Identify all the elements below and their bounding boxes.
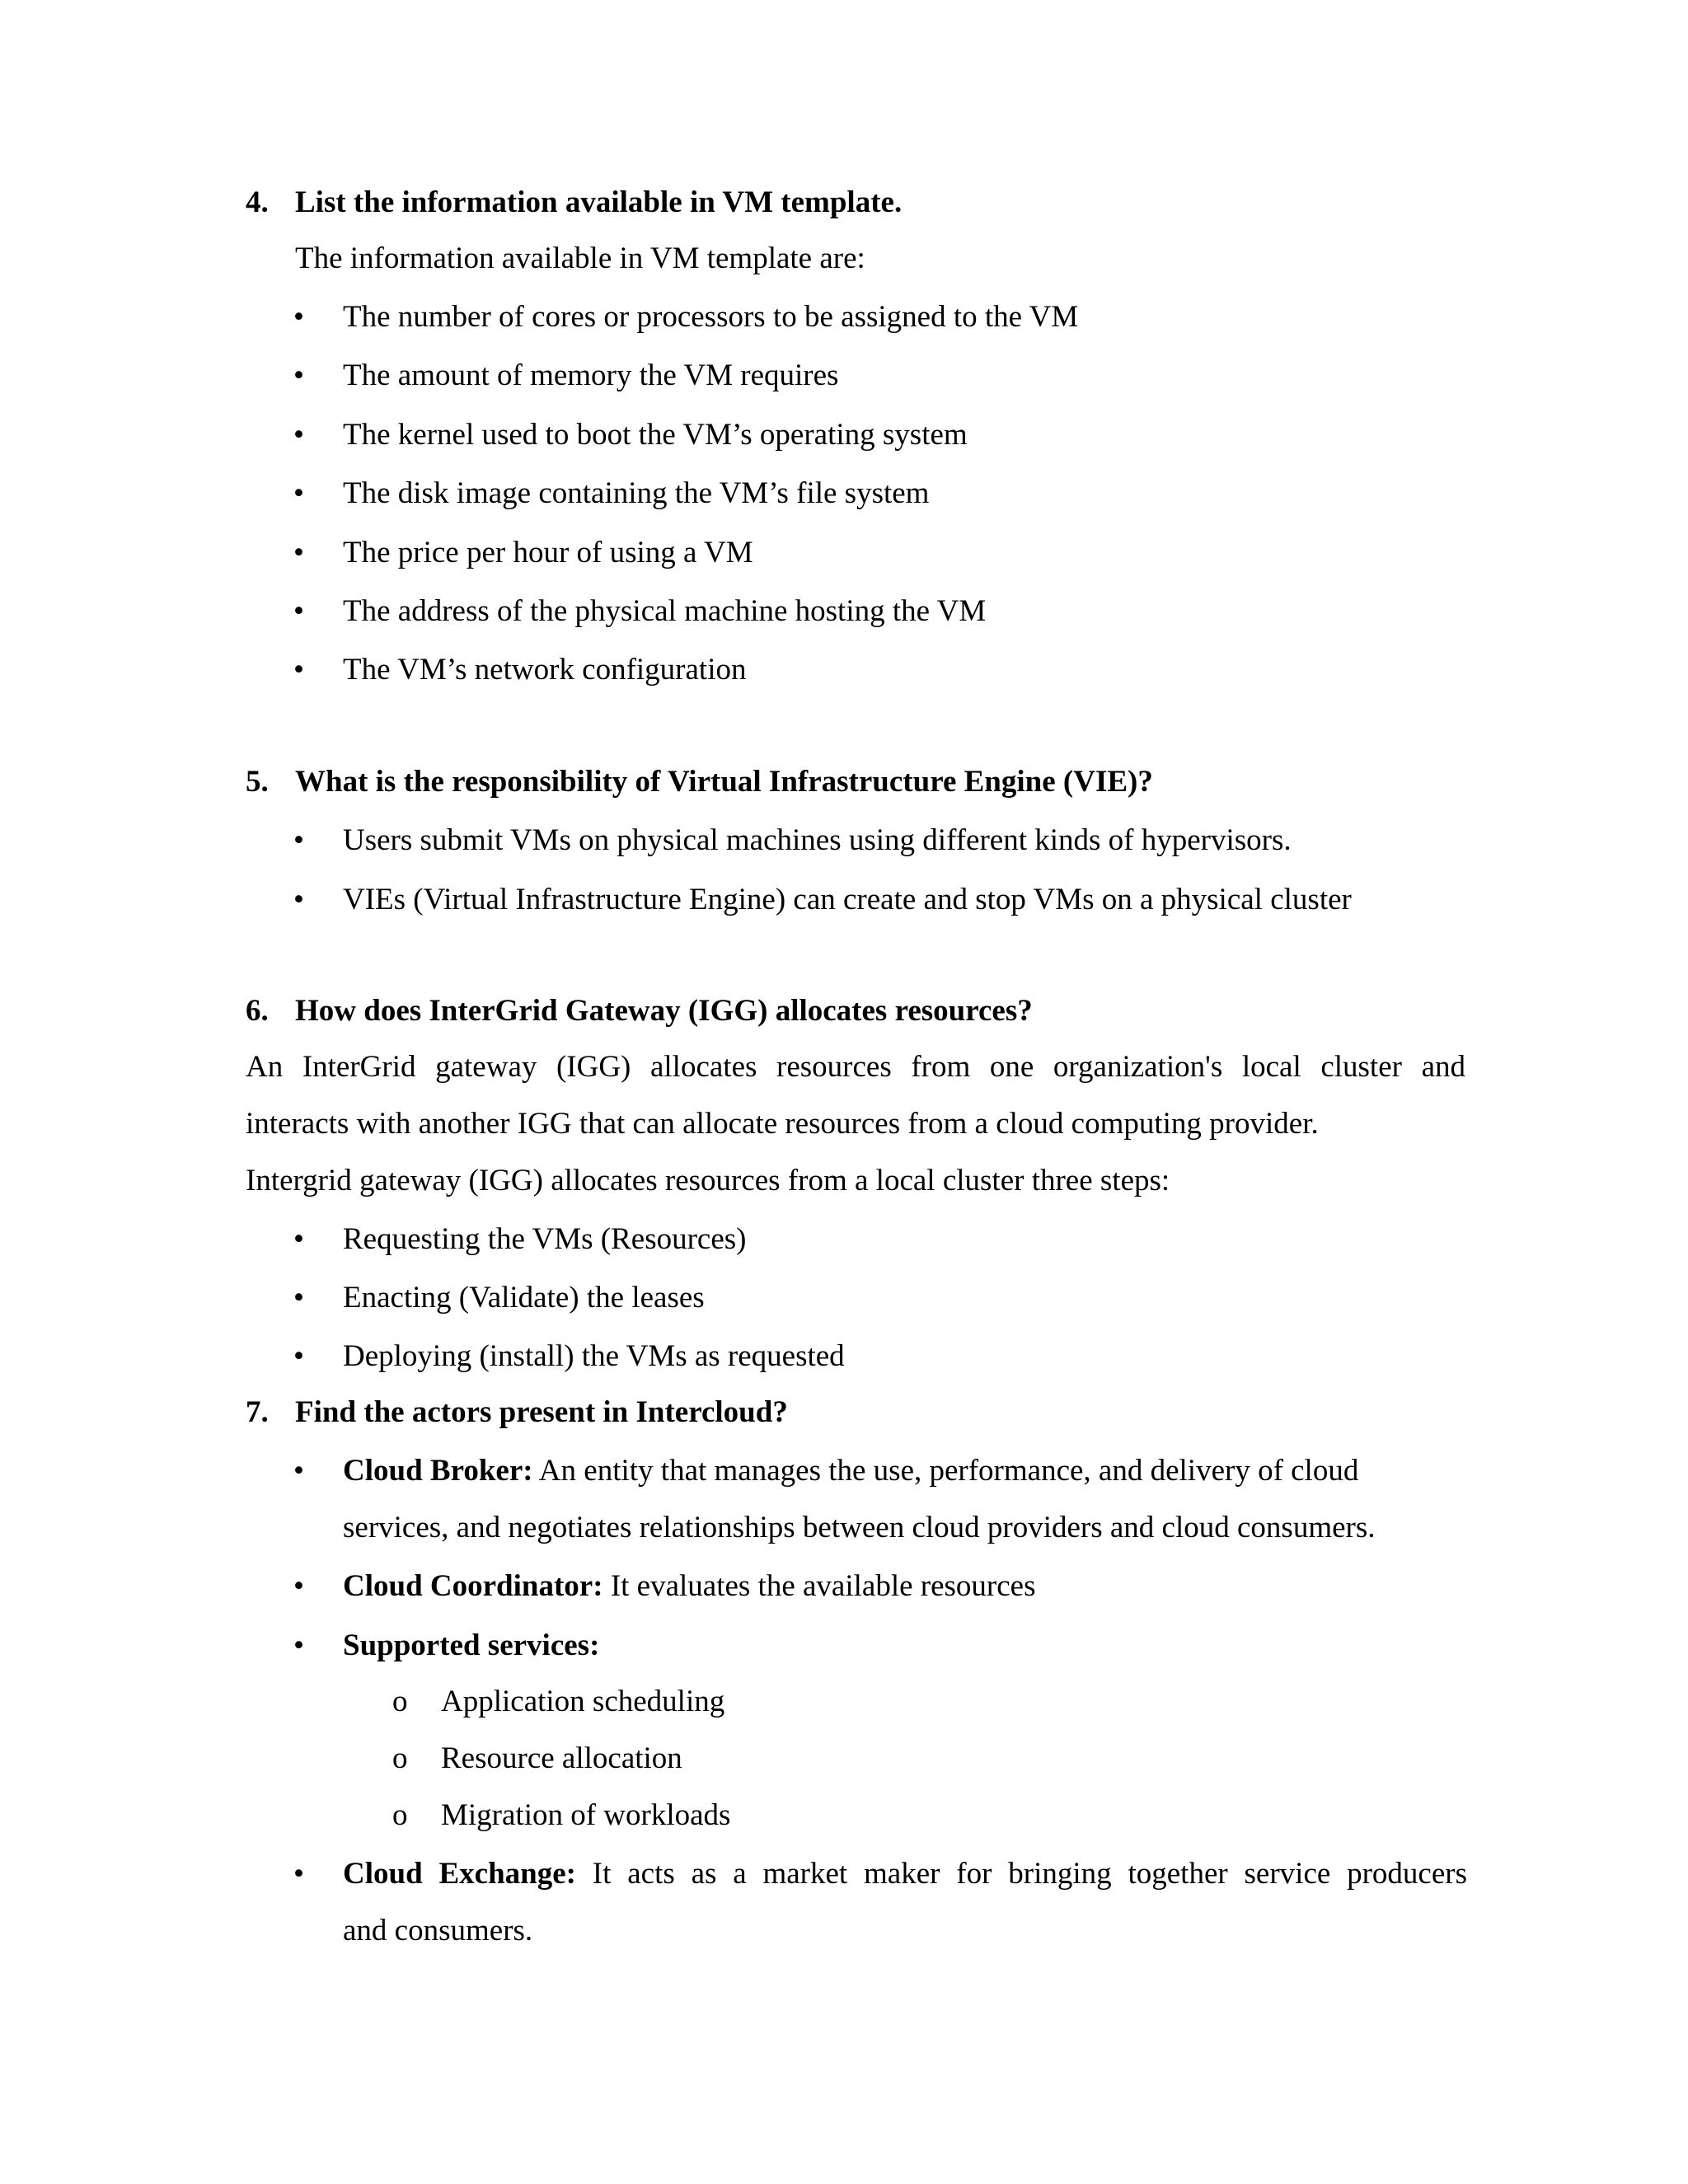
q4-intro: The information available in VM template are: [295, 241, 865, 275]
q6-paragraph-line: interacts with another IGG that can allocate resources from a cloud computing provider. [246, 1107, 1319, 1141]
list-item: The VM’s network configuration [343, 653, 747, 687]
list-item: The number of cores or processors to be assigned to the VM [343, 300, 1079, 334]
bullet-icon: • [293, 823, 304, 857]
bullet-icon: • [293, 1857, 304, 1891]
bullet-icon: • [293, 594, 304, 628]
bullet-icon: • [293, 1454, 304, 1488]
bullet-icon: • [293, 1339, 304, 1373]
q7-heading: Find the actors present in Intercloud? [295, 1395, 788, 1429]
list-item: Users submit VMs on physical machines using different kinds of hypervisors. [343, 823, 1292, 857]
list-item: The kernel used to boot the VM’s operating system [343, 418, 968, 452]
sub-list-item: Resource allocation [441, 1741, 682, 1775]
bullet-icon: • [293, 1569, 304, 1603]
sub-list-item: Application scheduling [441, 1685, 725, 1718]
list-item: The disk image containing the VM’s file system [343, 476, 930, 510]
bullet-icon: • [293, 1629, 304, 1662]
bullet-icon: • [293, 883, 304, 916]
sub-bullet-icon: o [392, 1798, 408, 1832]
bullet-icon: • [293, 1222, 304, 1256]
cloud-exchange-text-cont: and consumers. [343, 1914, 533, 1947]
list-item-cloud-exchange [343, 1844, 1467, 1904]
bullet-icon: • [293, 653, 304, 687]
sub-bullet-icon: o [392, 1741, 408, 1775]
supported-services-term: Supported services: [343, 1629, 600, 1662]
list-item-cloud-coordinator [343, 1557, 1036, 1616]
cloud-broker-text-cont: services, and negotiates relationships between cloud providers and cloud consumers. [343, 1511, 1376, 1544]
list-item: Requesting the VMs (Resources) [343, 1222, 747, 1256]
list-item: Deploying (install) the VMs as requested [343, 1339, 845, 1373]
cloud-broker-text: An entity that manages the use, performance, and delivery of cloud [532, 1454, 1359, 1488]
list-item: VIEs (Virtual Infrastructure Engine) can create and stop VMs on a physical cluster [343, 883, 1352, 916]
bullet-icon: • [293, 476, 304, 510]
q7-number: 7. [246, 1395, 269, 1429]
bullet-icon: • [293, 418, 304, 452]
q5-heading: What is the responsibility of Virtual Infrastructure Engine (VIE)? [295, 765, 1153, 799]
bullet-icon: • [293, 359, 304, 392]
cloud-coordinator-text: It evaluates the available resources [603, 1569, 1036, 1603]
q6-heading: How does InterGrid Gateway (IGG) allocates resources? [295, 994, 1033, 1028]
bullet-icon: • [293, 1281, 304, 1315]
q6-number: 6. [246, 994, 269, 1028]
q6-paragraph: Intergrid gateway (IGG) allocates resources from a local cluster three steps: [246, 1164, 1170, 1197]
cloud-exchange-text: It acts as a market maker for bringing together service producers [575, 1857, 1467, 1891]
list-item: The amount of memory the VM requires [343, 359, 839, 392]
sub-bullet-icon: o [392, 1685, 408, 1718]
list-item: The price per hour of using a VM [343, 536, 753, 569]
q4-heading: List the information available in VM template. [295, 185, 903, 219]
cloud-coordinator-term: Cloud Coordinator: [343, 1569, 603, 1603]
bullet-icon: • [293, 536, 304, 569]
q4-number: 4. [246, 185, 269, 219]
bullet-icon: • [293, 300, 304, 334]
q5-number: 5. [246, 765, 269, 799]
cloud-broker-term: Cloud Broker: [343, 1454, 533, 1488]
list-item: The address of the physical machine hosting the VM [343, 594, 987, 628]
q6-paragraph-line: An InterGrid gateway (IGG) allocates resources from one organization's local cluster and [246, 1050, 1465, 1084]
sub-list-item: Migration of workloads [441, 1798, 731, 1832]
list-item-cloud-broker [343, 1441, 1358, 1501]
list-item: Enacting (Validate) the leases [343, 1281, 705, 1315]
cloud-exchange-term: Cloud Exchange: [343, 1857, 576, 1891]
